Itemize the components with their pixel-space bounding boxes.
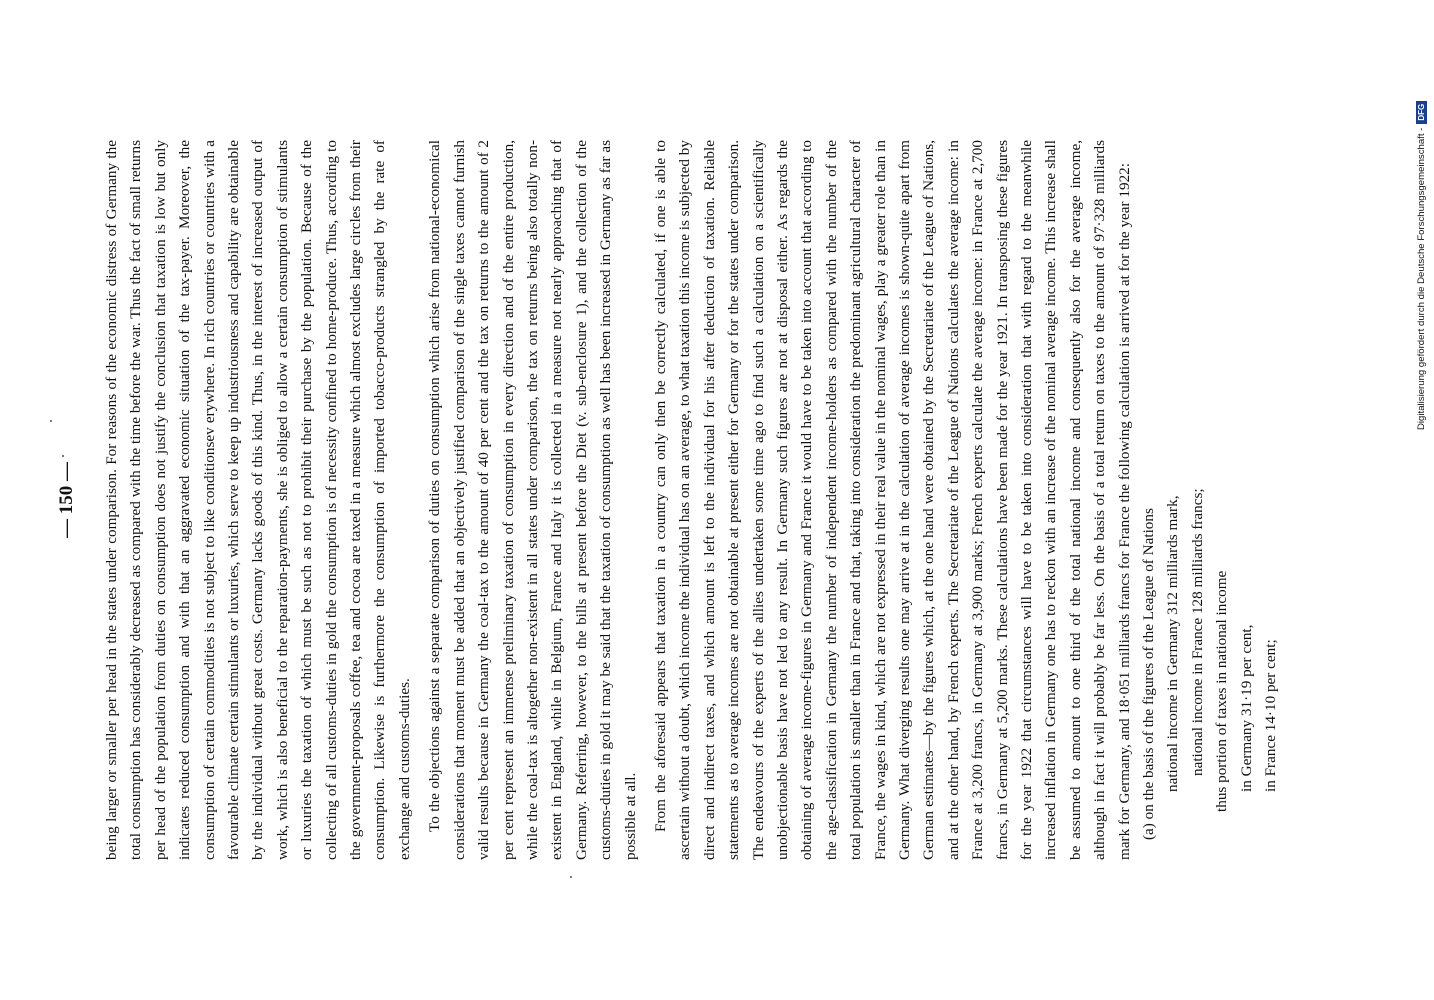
list-item: in France 14·10 per cent; xyxy=(1262,639,1280,792)
paragraph-2: To the objections against a separate comparison of duties on consumption which arise from national-economical considerations that moment must be added that an objectively justified comparison of the single taxes cannot furnish valid results because in Germany the coal-tax to the amount of 40 per cent and the tax on returns to the amount of 2 per cent represent an immense preliminary taxation of consumption in every direction and of the entire production, while the coal-tax is altogether non-existent in all states under comparison, the tax on returns being also totally non-existent in England, while in Belgium, France and Italy it is collected in a measure not nearly approaching that of Germany. Referring, however, to the bills at present before the Diet (v. sub-enclosure 1), and the collection of the customs-duties in gold it may be said that the taxation of consumption as well has been increased in Germany as far as possible at all. xyxy=(426,140,639,860)
list-item: in Germany 31·19 per cent, xyxy=(1237,624,1255,792)
list-item: national income in France 128 milliards francs; xyxy=(1188,488,1206,776)
digitization-note-text: Digitalisierung gefördert durch die Deutsche Forschungsgemeinschaft - xyxy=(1415,127,1427,430)
list-item: national income in Germany 312 milliards mark, xyxy=(1164,495,1182,792)
dfg-logo: DFG xyxy=(1416,101,1427,124)
page-number: — 150 — xyxy=(56,462,77,538)
paragraph-3: From the aforesaid appears that taxation in a country can only then be correctly calculated, if one is able to ascertain without a doubt, which income the individual has on an average, to what taxation this income is subjected by direct and indirect taxes, and which amount is left to the individual for his after deduction of taxation. Reliable statements as to average incomes are not obtainable at present either for Germany or for the states under comparison. The endeavours of the experts of the allies undertaken some time ago to find such a calculation on a scientifically unobjectionable basis have not led to any result. In Germany such figures are not at disposal either. As regards the obtaining of average income-figures in Germany and France it would have to be taken into account that according to the age-classification in Germany the number of independent income-holders as compared with the number of the total population is smaller than in France and that, taking into consideration the predominant agricultural character of France, the wages in kind, which are not expressed in their real value in the nominal wages, play a greater role than in Germany. What diverging results one may arrive at in the calculation of average incomes is shown-quite apart from German estimates—by the figures which, at the one hand were obtained by the Secretariate of the League of Nations, and at the other hand, by French experts. The Secretariate of the League of Nations calculates the average income: in France at 3,200 francs, in Germany at 3,900 marks; French experts calculate the average income: in France at 2,700 francs, in Germany at 5,200 marks. These calculations have been made for the year 1921. In transposing these figures for the year 1922 that circumstances will have to be taken into consideration that with regard to the meanwhile increased inflation in Germany one has to reckon with an increase of the nominal average income. This increase shall be assumed to amount to one third of the total national income and consequently also for the average income, although in fact it will probably be far less. On the basis of a total return on taxes to the amount of 97·328 milliards mark for Germany, and 18·051 milliards francs for France the following calculation is arrived at for the year 1922: xyxy=(651,140,1133,860)
calculation-list xyxy=(1137,140,1283,860)
scan-speck xyxy=(50,420,52,422)
paragraph-1: being larger or smaller per head in the states under comparison. For reasons of the economic distress of Germany the total consumption has considerably decreased as compared with the time before the war. Thus the fact of small returns per head of the population from duties on consumption does not justify the conclusion that taxation is low but only indicates reduced consumption and with that an aggravated economic situation of the tax-payer. Moreover, the consumption of certain commodities is not subject to like conditionsev erywhere. In rich countries or countries with a favourable climate certain stimulants or luxuries, which serve to keep up industriousness and capability are obtainable by the individual without great costs. Germany lacks goods of this kind. Thus, in the interest of increased output of work, which is also beneficial to the reparation-payments, she is obliged to allow a certain consumption of stimulants or luxuries the taxation of which must be such as not to prohibit their purchase by the population. Because of the collecting of all customs-duties in gold the consumption is of necessity confined to home-produce. Thus, according to the government-proposals coffee, tea and cocoa are taxed in a measure which almost excludes large circles from their consumption. Likewise is furthermore the consumption of imported tobacco-products strangled by the rate of exchange and customs-duties. xyxy=(103,140,413,860)
body-text xyxy=(100,140,1284,860)
scan-speck xyxy=(62,455,64,457)
scan-speck xyxy=(570,876,572,878)
digitization-note xyxy=(1412,10,1430,430)
list-item: (a) on the basis of the figures of the League of Nations xyxy=(1140,508,1158,840)
rotated-page-body xyxy=(100,120,1284,860)
list-item: thus portion of taxes in national income xyxy=(1213,570,1231,812)
